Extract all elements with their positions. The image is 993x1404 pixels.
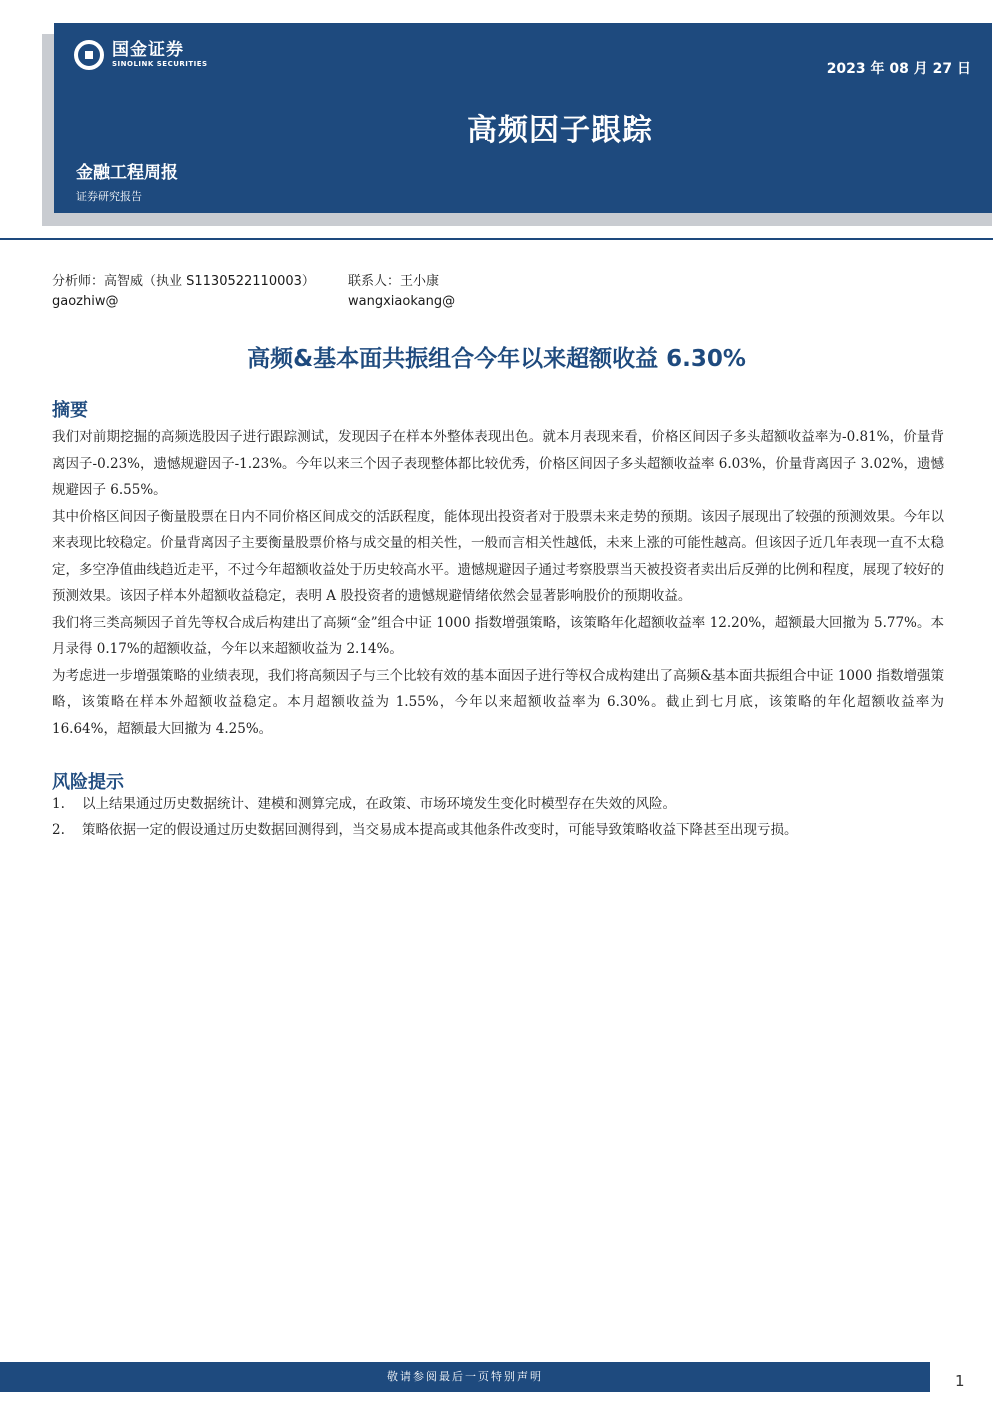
risk-list <box>52 792 944 844</box>
report-type: 证券研究报告 <box>76 190 142 203</box>
risk-item <box>52 792 944 816</box>
contact-info: 联系人：王小康 <box>348 274 440 289</box>
logo-text <box>112 41 208 69</box>
report-date: 2023 年 08 月 27 日 <box>826 61 971 77</box>
risk-number: 1. <box>52 796 65 812</box>
risk-text: 策略依据一定的假设通过历史数据回测得到，当交易成本提高或其他条件改变时，可能导致策略收益下降甚至出现亏损。 <box>82 822 798 838</box>
summary-heading: 摘要 <box>52 400 88 421</box>
analyst-info: 分析师：高智威（执业 S1130522110003） <box>52 274 315 289</box>
risk-number: 2. <box>52 822 65 838</box>
summary-paragraph: 我们将三类高频因子首先等权合成后构建出了高频“金”组合中证 1000 指数增强策略，该策略年化超额收益率 12.20%，超额最大回撤为 5.77%。本月录得 0.17%的超额收益，今年以来超额收益为 2.14%。 <box>52 614 944 657</box>
author-block <box>52 272 455 312</box>
logo-en: SINOLINK SECURITIES <box>112 60 208 68</box>
summary-paragraph: 为考虑进一步增强策略的业绩表现，我们将高频因子与三个比较有效的基本面因子进行等权合成构建出了高频&基本面共振组合中证 1000 指数增强策略，该策略在样本外超额收益稳定。本月超额收益为 1.55%，今年以来超额收益率为 6.30%。截止到七月底，该策略的年化超额收益率为 16.64%，超额最大回撤为 4.25%。 <box>52 667 944 737</box>
risk-heading: 风险提示 <box>52 772 124 793</box>
report-series: 金融工程周报 <box>76 163 178 183</box>
risk-text: 以上结果通过历史数据统计、建模和测算完成，在政策、市场环境发生变化时模型存在失效的风险。 <box>82 796 676 812</box>
page-number: 1 <box>955 1372 965 1390</box>
summary-paragraph: 我们对前期挖掘的高频选股因子进行跟踪测试，发现因子在样本外整体表现出色。就本月表现来看，价格区间因子多头超额收益率为-0.81%，价量背离因子-0.23%，遗憾规避因子-1.23%。今年以来三个因子表现整体都比较优秀，价格区间因子多头超额收益率 6.03%，价量背离因子 3.02%，遗憾规避因子 6.55%。 <box>52 429 944 498</box>
logo-cn: 国金证券 <box>112 40 184 60</box>
summary-body <box>52 424 944 742</box>
analyst-email: gaozhiw@ <box>52 294 119 309</box>
header-divider <box>0 238 993 240</box>
footer-disclaimer: 敬请参阅最后一页特别声明 <box>0 1362 930 1392</box>
company-logo <box>74 40 208 70</box>
report-title: 高频因子跟踪 <box>467 113 653 148</box>
contact-email: wangxiaokang@ <box>348 294 456 309</box>
sinolink-logo-icon <box>74 40 104 70</box>
main-heading: 高频&基本面共振组合今年以来超额收益 6.30% <box>247 346 746 372</box>
summary-paragraph: 其中价格区间因子衡量股票在日内不同价格区间成交的活跃程度，能体现出投资者对于股票未来走势的预期。该因子展现出了较强的预测效果。今年以来表现比较稳定。价量背离因子主要衡量股票价格与成交量的相关性，一般而言相关性越低，未来上涨的可能性越高。但该因子近几年表现一直不太稳定，多空净值曲线趋近走平，不过今年超额收益处于历史较高水平。遗憾规避因子通过考察股票当天被投资者卖出后反弹的比例和程度，展现了较好的预测效果。该因子样本外超额收益稳定，表明 A 股投资者的遗憾规避情绪依然会显著影响股价的预期收益。 <box>52 508 944 604</box>
risk-item <box>52 818 944 842</box>
